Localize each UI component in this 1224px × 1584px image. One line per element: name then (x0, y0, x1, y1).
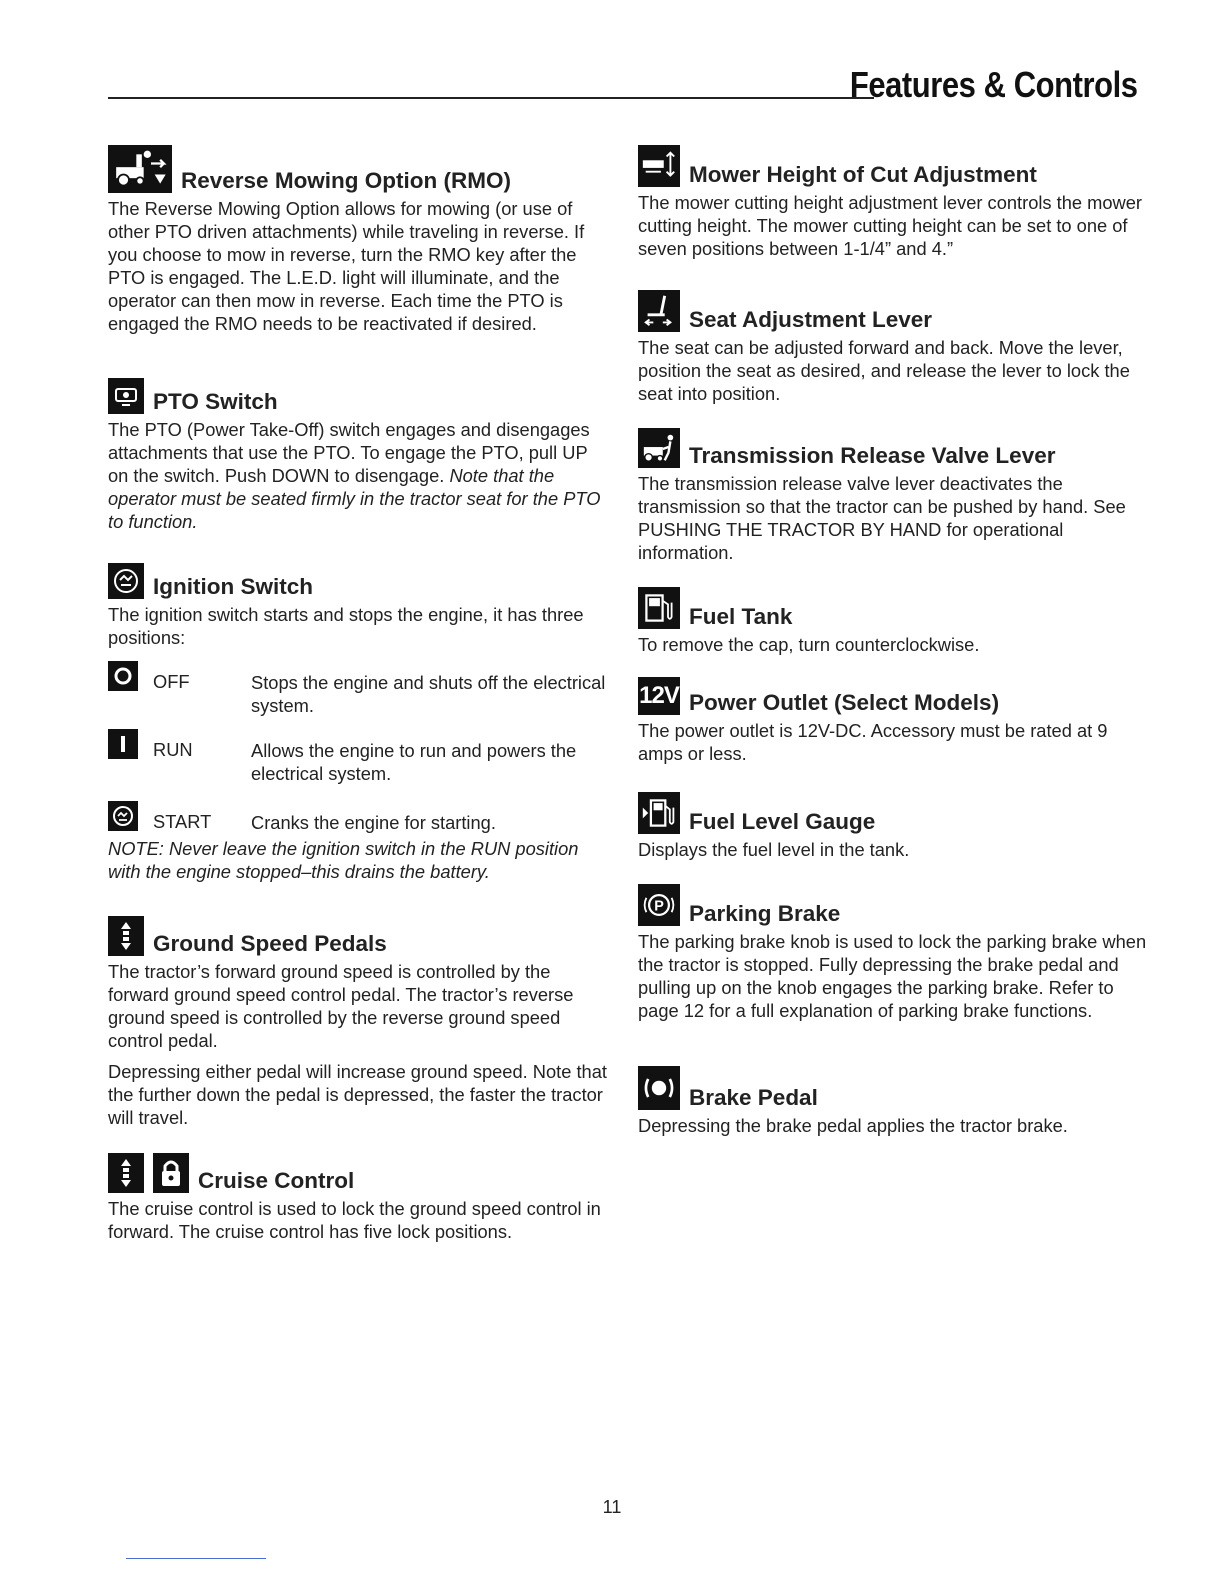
section-title: Ignition Switch (153, 573, 313, 599)
pto-note: Note that the operator must be seated firmly in the tractor seat for the PTO to function. (108, 465, 601, 532)
section-body: To remove the cap, turn counterclockwise. (638, 634, 980, 655)
section-pto-switch (108, 378, 608, 533)
12v-icon: 12V (638, 677, 680, 715)
ground-speed-icon (108, 1153, 144, 1193)
section-ground-speed-pedals (108, 916, 608, 1129)
section-fuel-level-gauge (638, 792, 1148, 861)
page-number: 11 (602, 1497, 622, 1517)
brake-icon (638, 1066, 680, 1110)
body-text: The PTO (Power Take-Off) switch engages and disengages attachments that use the PTO. To engage the PTO, pull UP on the switch. Push DOWN to disengage. (108, 419, 590, 486)
ignition-position-start (108, 811, 608, 837)
section-body: Displays the fuel level in the tank. (638, 839, 910, 860)
position-desc: Stops the engine and shuts off the electrical system. (251, 672, 606, 716)
ignition-note: NOTE: Never leave the ignition switch in the RUN position with the engine stopped–this drains the battery. (108, 838, 579, 882)
section-body (108, 418, 608, 533)
section-title: Transmission Release Valve Lever (689, 442, 1056, 468)
page-header-title: Features & Controls (850, 64, 1138, 105)
off-icon (108, 661, 138, 691)
section-title: Brake Pedal (689, 1084, 818, 1110)
ignition-position-off (108, 671, 608, 739)
header-rule (108, 97, 874, 99)
section-ignition-switch (108, 563, 608, 883)
section-body: The seat can be adjusted forward and back. Move the lever, position the seat as desired, and release the lever to lock the seat into position. (638, 337, 1130, 404)
section-title: Fuel Tank (689, 603, 793, 629)
ignition-engine-icon (108, 563, 144, 599)
footer-link-underline (126, 1558, 266, 1559)
section-cruise-control (108, 1153, 608, 1243)
section-body: The power outlet is 12V-DC. Accessory must be rated at 9 amps or less. (638, 720, 1108, 764)
position-label: RUN (153, 739, 193, 760)
section-mower-height (638, 145, 1148, 260)
section-transmission-release (638, 428, 1148, 564)
position-label: START (153, 811, 212, 832)
section-body: Depressing the brake pedal applies the tractor brake. (638, 1115, 1068, 1136)
run-icon (108, 729, 138, 759)
section-power-outlet (638, 677, 1148, 765)
cruise-lock-icon (153, 1153, 189, 1193)
mower-height-icon (638, 145, 680, 187)
seat-icon (638, 290, 680, 332)
section-body: The parking brake knob is used to lock the parking brake when the tractor is stopped. Fully depressing the brake pedal and pulling up on the knob engages the parking brake. Refer to page 12 for a full explanation of parking brake functions. (638, 931, 1147, 1021)
fuel-gauge-icon (638, 792, 680, 834)
section-parking-brake (638, 884, 1148, 1022)
ground-speed-icon (108, 916, 144, 956)
section-body: The transmission release valve lever deactivates the transmission so that the tractor can be pushed by hand. See PUSHING THE TRACTOR BY HAND for operational information. (638, 473, 1126, 563)
section-body: Depressing either pedal will increase ground speed. Note that the further down the pedal is depressed, the faster the tractor will travel. (108, 1061, 607, 1128)
section-title: Mower Height of Cut Adjustment (689, 161, 1037, 187)
rmo-tractor-icon (108, 145, 172, 193)
pto-icon (108, 378, 144, 414)
section-body: The mower cutting height adjustment lever controls the mower cutting height. The mower cutting height can be set to one of seven positions between 1-1/4” and 4.” (638, 192, 1142, 259)
section-body: The cruise control is used to lock the ground speed control in forward. The cruise control has five lock positions. (108, 1198, 601, 1242)
svg-text:P: P (654, 898, 664, 915)
section-brake-pedal (638, 1066, 1148, 1137)
section-title: Reverse Mowing Option (RMO) (181, 167, 512, 193)
fuel-pump-icon (638, 587, 680, 629)
section-title: Parking Brake (689, 900, 841, 926)
section-title: Ground Speed Pedals (153, 930, 387, 956)
section-fuel-tank (638, 587, 1148, 656)
position-label: OFF (153, 671, 190, 692)
start-engine-icon (108, 801, 138, 831)
parking-brake-icon (638, 884, 680, 926)
section-rmo (108, 145, 608, 335)
section-body: The Reverse Mowing Option allows for mowing (or use of other PTO driven attachments) while traveling in reverse. If you choose to mow in reverse, turn the RMO key after the PTO is engaged. The L.E.D. light will illuminate, and the operator can then mow in reverse. Each time the PTO is engaged the RMO needs to be reactivated if desired. (108, 198, 585, 334)
position-desc: Allows the engine to run and powers the electrical system. (251, 740, 577, 784)
section-title: Cruise Control (198, 1167, 355, 1193)
transmission-icon (638, 428, 680, 468)
section-title: PTO Switch (153, 388, 278, 414)
section-title: Fuel Level Gauge (689, 808, 876, 834)
position-desc: Cranks the engine for starting. (251, 812, 496, 833)
section-body: The ignition switch starts and stops the engine, it has three positions: (108, 604, 584, 648)
section-seat-adjustment (638, 290, 1148, 405)
section-body: The tractor’s forward ground speed is controlled by the forward ground speed control pedal. The tractor’s reverse ground speed is controlled by the reverse ground speed control pedal. (108, 961, 574, 1051)
section-title: Seat Adjustment Lever (689, 306, 932, 332)
section-title: Power Outlet (Select Models) (689, 689, 1000, 715)
ignition-position-run (108, 739, 608, 811)
